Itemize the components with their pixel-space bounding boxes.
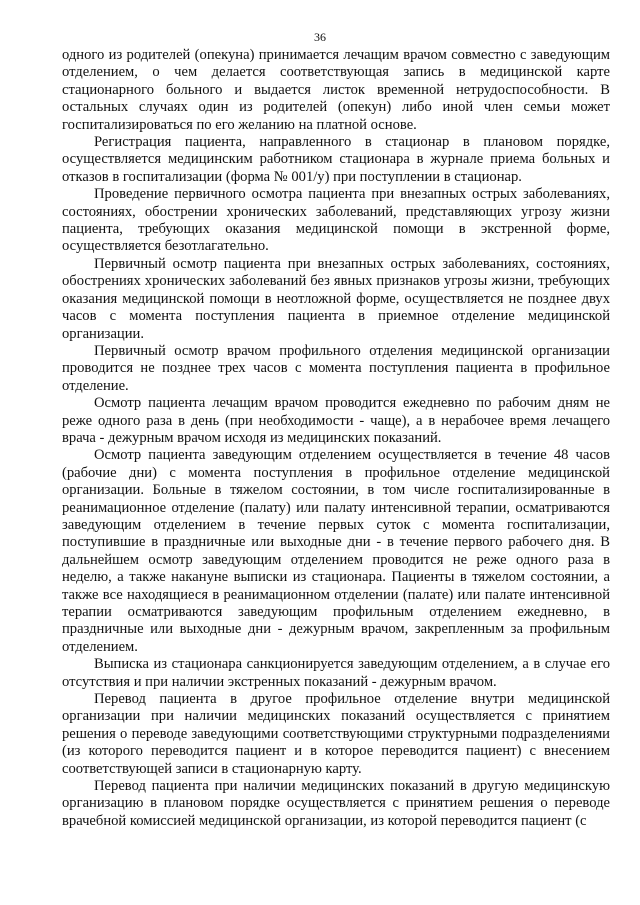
- page-number: 36: [314, 30, 326, 44]
- paragraph-urgent-exam: Первичный осмотр пациента при внезапных острых заболеваниях, состояниях, обострениях хронических заболеваний без явных признаков угрозы жизни, требующих оказания медицинской помощи в неотложной форме, осуществляется не позднее двух часов с момента поступления пациента в приемное отделение медицинской организации.: [62, 255, 610, 342]
- paragraph-head-exam: Осмотр пациента заведующим отделением осуществляется в течение 48 часов (рабочие дни) с момента поступления в профильное отделение медицинской организации. Больные в тяжелом состоянии, в том числе госпитализированные в реанимационное отделение (палату) или палату интенсивной терапии, осматриваются заведующим отделением в течение первых суток с момента госпитализации, поступившие в праздничные или выходные дни - в течение первого рабочего дня. В дальнейшем осмотр заведующим отделением проводится не реже одного раза в неделю, а также накануне выписки из стационара. Пациенты в тяжелом состоянии, а также все находящиеся в реанимационном отделении (палате) или палате интенсивной терапии осматриваются заведующим профильным отделением ежедневно, в праздничные или выходные дни - дежурным врачом, закрепленным за профильным отделением.: [62, 447, 610, 655]
- paragraph-emergency-exam: Проведение первичного осмотра пациента при внезапных острых заболеваниях, состояниях, обострении хронических заболеваний, представляющих угрозу жизни пациента, требующих оказания медицинской помощи в экстренной форме, осуществляется безотлагательно.: [62, 186, 610, 255]
- paragraph-specialist-exam: Первичный осмотр врачом профильного отделения медицинской организации проводится не позднее трех часов с момента поступления пациента в профильное отделение.: [62, 342, 610, 394]
- paragraph-daily-exam: Осмотр пациента лечащим врачом проводится ежедневно по рабочим дням не реже одного раза в день (при необходимости - чаще), а в нерабочее время лечащего врача - дежурным врачом исходя из медицинских показаний.: [62, 395, 610, 446]
- paragraph-discharge: Выписка из стационара санкционируется заведующим отделением, а в случае его отсутствия и при наличии экстренных показаний - дежурным врачом.: [62, 656, 610, 690]
- paragraph-internal-transfer: Перевод пациента в другое профильное отделение внутри медицинской организации при наличии медицинских показаний осуществляется с принятием решения о переводе заведующими соответствующими структурными подразделениями (из которого переводится пациент и в которое переводится пациент) с внесением соответствующей записи в стационарную карту.: [62, 691, 610, 777]
- document-body: [62, 47, 610, 830]
- paragraph-registration: Регистрация пациента, направленного в стационар в плановом порядке, осуществляется медицинским работником стационара в журнале приема больных и отказов в госпитализации (форма № 001/у) при поступлении в стационар.: [62, 134, 610, 185]
- paragraph-continuation: одного из родителей (опекуна) принимается лечащим врачом совместно с заведующим отделением, о чем делается соответствующая запись в медицинской карте стационарного больного и выдается листок временной нетрудоспособности. В остальных случаях один из родителей (опекун) либо иной член семьи может госпитализироваться по его желанию на платной основе.: [62, 47, 610, 133]
- paragraph-external-transfer: Перевод пациента при наличии медицинских показаний в другую медицинскую организацию в плановом порядке осуществляется с принятием решения о переводе врачебной комиссией медицинской организации, из которой переводится пациент (с: [62, 778, 610, 829]
